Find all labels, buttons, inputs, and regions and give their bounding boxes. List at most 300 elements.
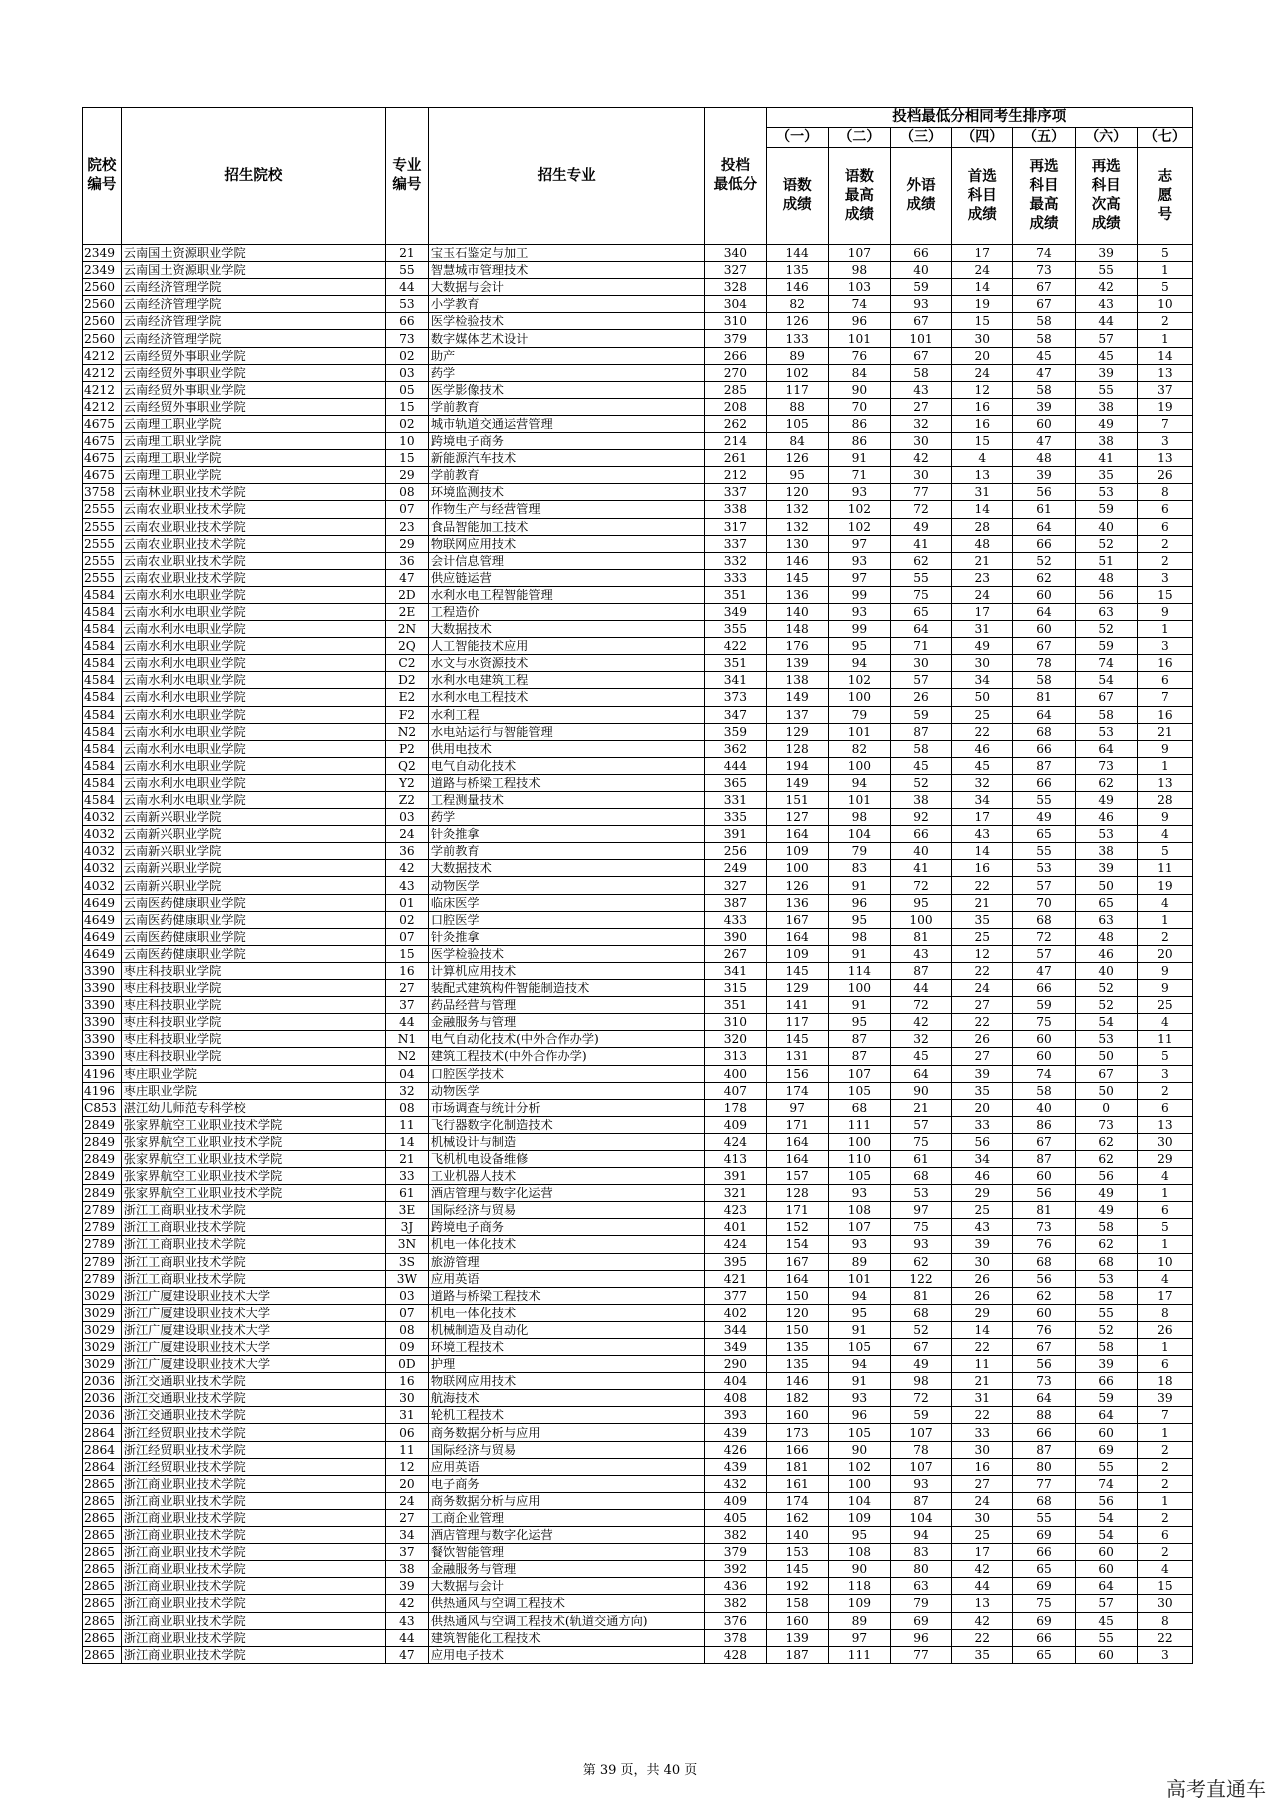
school-code-cell: 4675 — [83, 450, 122, 467]
table-row — [83, 706, 1193, 723]
school-name-cell: 云南医药健康职业学院 — [121, 928, 385, 945]
major-code-cell: 05 — [386, 381, 429, 398]
table-row — [83, 347, 1193, 364]
table-row — [83, 1270, 1193, 1287]
elective-max-score-cell: 58 — [1013, 672, 1075, 689]
chinese-math-score-cell: 176 — [766, 638, 828, 655]
elective-max-score-cell: 56 — [1013, 1356, 1075, 1373]
major-name-cell: 飞机机电设备维修 — [428, 1150, 704, 1167]
foreign-language-score-cell: 87 — [890, 962, 951, 979]
table-row — [83, 1304, 1193, 1321]
min-score-cell: 421 — [705, 1270, 766, 1287]
foreign-language-score-cell: 72 — [890, 501, 951, 518]
chinese-math-score-cell: 150 — [766, 1321, 828, 1338]
elective-max-score-cell: 86 — [1013, 1116, 1075, 1133]
elective-max-score-cell: 81 — [1013, 689, 1075, 706]
first-subject-score-cell: 34 — [952, 672, 1013, 689]
first-subject-score-cell: 33 — [952, 1424, 1013, 1441]
school-code-cell: 3390 — [83, 1014, 122, 1031]
major-code-cell: 02 — [386, 911, 429, 928]
chinese-math-score-cell: 151 — [766, 792, 828, 809]
school-name-cell: 云南经贸外事职业学院 — [121, 364, 385, 381]
school-code-cell: 4212 — [83, 347, 122, 364]
school-name-cell: 张家界航空工业职业技术学院 — [121, 1168, 385, 1185]
min-score-cell: 212 — [705, 467, 766, 484]
foreign-language-score-cell: 96 — [890, 1629, 951, 1646]
school-code-cell: 3390 — [83, 962, 122, 979]
elective-second-score-cell: 53 — [1075, 1270, 1137, 1287]
school-name-cell: 云南经济管理学院 — [121, 330, 385, 347]
foreign-language-score-cell: 41 — [890, 860, 951, 877]
elective-max-score-cell: 78 — [1013, 655, 1075, 672]
foreign-language-score-cell: 30 — [890, 433, 951, 450]
school-name-cell: 枣庄科技职业学院 — [121, 997, 385, 1014]
school-code-cell: 2036 — [83, 1407, 122, 1424]
major-code-cell: 47 — [386, 569, 429, 586]
first-subject-score-cell: 45 — [952, 757, 1013, 774]
foreign-language-score-cell: 58 — [890, 364, 951, 381]
chinese-math-score-cell: 164 — [766, 1133, 828, 1150]
preference-number-cell: 9 — [1137, 809, 1192, 826]
watermark: 高考直通车 — [1166, 1777, 1266, 1801]
chinese-math-score-cell: 164 — [766, 928, 828, 945]
major-code-cell: E2 — [386, 689, 429, 706]
min-score-cell: 313 — [705, 1048, 766, 1065]
first-subject-score-cell: 31 — [952, 484, 1013, 501]
chinese-math-score-cell: 136 — [766, 894, 828, 911]
table-row — [83, 792, 1193, 809]
chinese-math-score-cell: 117 — [766, 1014, 828, 1031]
chinese-math-max-cell: 100 — [828, 1133, 890, 1150]
foreign-language-score-cell: 65 — [890, 603, 951, 620]
elective-second-score-cell: 38 — [1075, 398, 1137, 415]
first-subject-score-cell: 25 — [952, 928, 1013, 945]
major-code-cell: 37 — [386, 1544, 429, 1561]
min-score-cell: 262 — [705, 415, 766, 432]
min-score-cell: 392 — [705, 1561, 766, 1578]
elective-max-score-cell: 60 — [1013, 415, 1075, 432]
first-subject-score-cell: 22 — [952, 1339, 1013, 1356]
elective-max-score-cell: 87 — [1013, 1150, 1075, 1167]
chinese-math-max-cell: 102 — [828, 501, 890, 518]
foreign-language-score-cell: 61 — [890, 1150, 951, 1167]
school-name-cell: 浙江商业职业技术学院 — [121, 1475, 385, 1492]
major-code-cell: 33 — [386, 1168, 429, 1185]
major-name-cell: 应用电子技术 — [428, 1646, 704, 1663]
chinese-math-score-cell: 171 — [766, 1116, 828, 1133]
school-code-cell: 2560 — [83, 330, 122, 347]
chinese-math-max-cell: 93 — [828, 1390, 890, 1407]
table-row — [83, 672, 1193, 689]
foreign-language-score-cell: 27 — [890, 398, 951, 415]
preference-number-cell: 13 — [1137, 774, 1192, 791]
major-code-cell: 09 — [386, 1339, 429, 1356]
preference-number-cell: 22 — [1137, 1629, 1192, 1646]
preference-number-cell: 16 — [1137, 655, 1192, 672]
preference-number-cell: 9 — [1137, 962, 1192, 979]
major-code-cell: 06 — [386, 1424, 429, 1441]
school-name-cell: 云南经济管理学院 — [121, 296, 385, 313]
chinese-math-score-cell: 171 — [766, 1202, 828, 1219]
table-row — [83, 997, 1193, 1014]
major-name-cell: 电气自动化技术(中外合作办学) — [428, 1031, 704, 1048]
foreign-language-score-cell: 59 — [890, 279, 951, 296]
min-score-cell: 393 — [705, 1407, 766, 1424]
major-code-cell: 07 — [386, 928, 429, 945]
chinese-math-max-cell: 94 — [828, 774, 890, 791]
preference-number-cell: 3 — [1137, 433, 1192, 450]
first-subject-score-cell: 16 — [952, 398, 1013, 415]
school-name-cell: 浙江商业职业技术学院 — [121, 1612, 385, 1629]
chinese-math-max-cell: 105 — [828, 1339, 890, 1356]
school-name-cell: 浙江商业职业技术学院 — [121, 1527, 385, 1544]
chinese-math-score-cell: 153 — [766, 1544, 828, 1561]
elective-max-score-cell: 47 — [1013, 433, 1075, 450]
chinese-math-max-cell: 101 — [828, 723, 890, 740]
chinese-math-max-cell: 108 — [828, 1544, 890, 1561]
major-name-cell: 水利水电建筑工程 — [428, 672, 704, 689]
major-name-cell: 电子商务 — [428, 1475, 704, 1492]
first-subject-score-cell: 22 — [952, 1014, 1013, 1031]
table-row — [83, 1407, 1193, 1424]
foreign-language-score-cell: 90 — [890, 1082, 951, 1099]
major-name-cell: 应用英语 — [428, 1458, 704, 1475]
school-code-cell: 2865 — [83, 1612, 122, 1629]
first-subject-score-cell: 14 — [952, 1321, 1013, 1338]
preference-number-cell: 30 — [1137, 1595, 1192, 1612]
chinese-math-max-cell: 100 — [828, 1475, 890, 1492]
elective-max-score-cell: 67 — [1013, 296, 1075, 313]
major-name-cell: 临床医学 — [428, 894, 704, 911]
major-name-cell: 餐饮智能管理 — [428, 1544, 704, 1561]
elective-max-score-cell: 56 — [1013, 1270, 1075, 1287]
min-score-cell: 341 — [705, 672, 766, 689]
first-subject-score-cell: 21 — [952, 894, 1013, 911]
first-subject-score-cell: 43 — [952, 826, 1013, 843]
elective-max-score-cell: 68 — [1013, 723, 1075, 740]
elective-second-score-cell: 46 — [1075, 945, 1137, 962]
chinese-math-score-cell: 100 — [766, 860, 828, 877]
major-name-cell: 旅游管理 — [428, 1253, 704, 1270]
col-major-code: 专业 编号 — [386, 108, 429, 245]
sort-item-label: 再选 科目 次高 成绩 — [1075, 148, 1137, 245]
preference-number-cell: 4 — [1137, 1014, 1192, 1031]
elective-second-score-cell: 56 — [1075, 586, 1137, 603]
preference-number-cell: 21 — [1137, 723, 1192, 740]
elective-second-score-cell: 66 — [1075, 1373, 1137, 1390]
elective-max-score-cell: 62 — [1013, 569, 1075, 586]
chinese-math-score-cell: 145 — [766, 569, 828, 586]
major-code-cell: 27 — [386, 980, 429, 997]
min-score-cell: 365 — [705, 774, 766, 791]
preference-number-cell: 15 — [1137, 1578, 1192, 1595]
elective-second-score-cell: 64 — [1075, 740, 1137, 757]
preference-number-cell: 6 — [1137, 1356, 1192, 1373]
school-name-cell: 浙江商业职业技术学院 — [121, 1509, 385, 1526]
admission-score-table — [82, 107, 1193, 1664]
preference-number-cell: 1 — [1137, 911, 1192, 928]
school-name-cell: 云南新兴职业学院 — [121, 809, 385, 826]
first-subject-score-cell: 4 — [952, 450, 1013, 467]
table-row — [83, 262, 1193, 279]
elective-second-score-cell: 53 — [1075, 1031, 1137, 1048]
chinese-math-score-cell: 132 — [766, 501, 828, 518]
sort-item-label: 语数 最高 成绩 — [828, 148, 890, 245]
school-code-cell: 2555 — [83, 501, 122, 518]
elective-second-score-cell: 69 — [1075, 1441, 1137, 1458]
school-code-cell: 2865 — [83, 1578, 122, 1595]
chinese-math-max-cell: 94 — [828, 655, 890, 672]
school-code-cell: 4584 — [83, 689, 122, 706]
elective-max-score-cell: 64 — [1013, 603, 1075, 620]
major-code-cell: 42 — [386, 1595, 429, 1612]
chinese-math-score-cell: 127 — [766, 809, 828, 826]
major-name-cell: 装配式建筑构件智能制造技术 — [428, 980, 704, 997]
major-name-cell: 酒店管理与数字化运营 — [428, 1185, 704, 1202]
min-score-cell: 373 — [705, 689, 766, 706]
first-subject-score-cell: 30 — [952, 1253, 1013, 1270]
school-name-cell: 枣庄科技职业学院 — [121, 962, 385, 979]
major-name-cell: 跨境电子商务 — [428, 1219, 704, 1236]
elective-second-score-cell: 42 — [1075, 279, 1137, 296]
school-code-cell: 4584 — [83, 672, 122, 689]
major-name-cell: 供用电技术 — [428, 740, 704, 757]
table-row — [83, 364, 1193, 381]
min-score-cell: 347 — [705, 706, 766, 723]
sort-item-number: （六） — [1075, 128, 1137, 148]
elective-second-score-cell: 58 — [1075, 706, 1137, 723]
min-score-cell: 344 — [705, 1321, 766, 1338]
table-row — [83, 894, 1193, 911]
chinese-math-score-cell: 135 — [766, 1356, 828, 1373]
chinese-math-max-cell: 87 — [828, 1031, 890, 1048]
chinese-math-score-cell: 141 — [766, 997, 828, 1014]
foreign-language-score-cell: 101 — [890, 330, 951, 347]
chinese-math-max-cell: 95 — [828, 638, 890, 655]
school-code-cell: 4032 — [83, 860, 122, 877]
elective-max-score-cell: 74 — [1013, 245, 1075, 262]
table-row — [83, 535, 1193, 552]
school-name-cell: 湛江幼儿师范专科学校 — [121, 1099, 385, 1116]
preference-number-cell: 5 — [1137, 1048, 1192, 1065]
chinese-math-max-cell: 118 — [828, 1578, 890, 1595]
chinese-math-score-cell: 164 — [766, 1270, 828, 1287]
major-name-cell: 商务数据分析与应用 — [428, 1492, 704, 1509]
foreign-language-score-cell: 72 — [890, 997, 951, 1014]
preference-number-cell: 6 — [1137, 672, 1192, 689]
school-code-cell: 4032 — [83, 809, 122, 826]
elective-max-score-cell: 68 — [1013, 1253, 1075, 1270]
major-code-cell: 08 — [386, 484, 429, 501]
foreign-language-score-cell: 32 — [890, 415, 951, 432]
major-code-cell: 02 — [386, 347, 429, 364]
school-name-cell: 枣庄职业学院 — [121, 1082, 385, 1099]
chinese-math-max-cell: 90 — [828, 381, 890, 398]
major-name-cell: 城市轨道交通运营管理 — [428, 415, 704, 432]
elective-max-score-cell: 45 — [1013, 347, 1075, 364]
min-score-cell: 387 — [705, 894, 766, 911]
first-subject-score-cell: 16 — [952, 1458, 1013, 1475]
school-code-cell: 2865 — [83, 1475, 122, 1492]
school-code-cell: 2789 — [83, 1219, 122, 1236]
foreign-language-score-cell: 43 — [890, 381, 951, 398]
school-code-cell: 2349 — [83, 245, 122, 262]
table-row — [83, 1492, 1193, 1509]
major-name-cell: 大数据与会计 — [428, 279, 704, 296]
first-subject-score-cell: 33 — [952, 1116, 1013, 1133]
school-name-cell: 云南经贸外事职业学院 — [121, 347, 385, 364]
min-score-cell: 351 — [705, 655, 766, 672]
preference-number-cell: 28 — [1137, 792, 1192, 809]
elective-second-score-cell: 62 — [1075, 1150, 1137, 1167]
major-code-cell: 11 — [386, 1441, 429, 1458]
chinese-math-max-cell: 98 — [828, 262, 890, 279]
min-score-cell: 338 — [705, 501, 766, 518]
preference-number-cell: 7 — [1137, 415, 1192, 432]
first-subject-score-cell: 35 — [952, 911, 1013, 928]
school-name-cell: 浙江商业职业技术学院 — [121, 1561, 385, 1578]
preference-number-cell: 5 — [1137, 245, 1192, 262]
chinese-math-score-cell: 102 — [766, 364, 828, 381]
chinese-math-score-cell: 126 — [766, 450, 828, 467]
first-subject-score-cell: 20 — [952, 347, 1013, 364]
chinese-math-score-cell: 140 — [766, 1527, 828, 1544]
school-code-cell: 4649 — [83, 928, 122, 945]
foreign-language-score-cell: 62 — [890, 1253, 951, 1270]
preference-number-cell: 9 — [1137, 980, 1192, 997]
foreign-language-score-cell: 69 — [890, 1612, 951, 1629]
elective-max-score-cell: 57 — [1013, 945, 1075, 962]
school-name-cell: 枣庄科技职业学院 — [121, 980, 385, 997]
chinese-math-max-cell: 70 — [828, 398, 890, 415]
major-code-cell: 16 — [386, 1373, 429, 1390]
chinese-math-max-cell: 90 — [828, 1561, 890, 1578]
chinese-math-max-cell: 93 — [828, 1236, 890, 1253]
first-subject-score-cell: 22 — [952, 877, 1013, 894]
preference-number-cell: 4 — [1137, 1561, 1192, 1578]
foreign-language-score-cell: 97 — [890, 1202, 951, 1219]
first-subject-score-cell: 30 — [952, 330, 1013, 347]
major-code-cell: 34 — [386, 1527, 429, 1544]
chinese-math-score-cell: 160 — [766, 1407, 828, 1424]
foreign-language-score-cell: 64 — [890, 1065, 951, 1082]
preference-number-cell: 26 — [1137, 467, 1192, 484]
min-score-cell: 332 — [705, 552, 766, 569]
first-subject-score-cell: 17 — [952, 1544, 1013, 1561]
first-subject-score-cell: 44 — [952, 1578, 1013, 1595]
major-code-cell: 21 — [386, 245, 429, 262]
preference-number-cell: 39 — [1137, 1390, 1192, 1407]
major-name-cell: 医学影像技术 — [428, 381, 704, 398]
major-name-cell: 市场调查与统计分析 — [428, 1099, 704, 1116]
chinese-math-max-cell: 74 — [828, 296, 890, 313]
min-score-cell: 424 — [705, 1236, 766, 1253]
first-subject-score-cell: 46 — [952, 1168, 1013, 1185]
elective-max-score-cell: 49 — [1013, 809, 1075, 826]
chinese-math-max-cell: 103 — [828, 279, 890, 296]
school-name-cell: 云南水利水电职业学院 — [121, 723, 385, 740]
first-subject-score-cell: 22 — [952, 723, 1013, 740]
sort-item-label: 外语 成绩 — [890, 148, 951, 245]
table-row — [83, 809, 1193, 826]
elective-second-score-cell: 52 — [1075, 980, 1137, 997]
major-name-cell: 飞行器数字化制造技术 — [428, 1116, 704, 1133]
elective-second-score-cell: 64 — [1075, 1578, 1137, 1595]
first-subject-score-cell: 17 — [952, 603, 1013, 620]
major-code-cell: 20 — [386, 1475, 429, 1492]
first-subject-score-cell: 30 — [952, 1441, 1013, 1458]
elective-second-score-cell: 74 — [1075, 655, 1137, 672]
foreign-language-score-cell: 83 — [890, 1544, 951, 1561]
table-row — [83, 1578, 1193, 1595]
chinese-math-max-cell: 93 — [828, 552, 890, 569]
chinese-math-score-cell: 139 — [766, 1629, 828, 1646]
school-name-cell: 云南医药健康职业学院 — [121, 911, 385, 928]
sort-item-label: 语数 成绩 — [766, 148, 828, 245]
chinese-math-score-cell: 97 — [766, 1099, 828, 1116]
foreign-language-score-cell: 59 — [890, 1407, 951, 1424]
chinese-math-max-cell: 91 — [828, 877, 890, 894]
elective-second-score-cell: 53 — [1075, 723, 1137, 740]
chinese-math-score-cell: 137 — [766, 706, 828, 723]
elective-second-score-cell: 73 — [1075, 757, 1137, 774]
min-score-cell: 362 — [705, 740, 766, 757]
school-code-cell: 4675 — [83, 467, 122, 484]
chinese-math-score-cell: 158 — [766, 1595, 828, 1612]
first-subject-score-cell: 48 — [952, 535, 1013, 552]
first-subject-score-cell: 56 — [952, 1133, 1013, 1150]
min-score-cell: 390 — [705, 928, 766, 945]
chinese-math-max-cell: 82 — [828, 740, 890, 757]
major-code-cell: N2 — [386, 1048, 429, 1065]
elective-second-score-cell: 49 — [1075, 792, 1137, 809]
school-code-cell: 3029 — [83, 1304, 122, 1321]
min-score-cell: 423 — [705, 1202, 766, 1219]
preference-number-cell: 14 — [1137, 347, 1192, 364]
elective-max-score-cell: 67 — [1013, 638, 1075, 655]
major-code-cell: 24 — [386, 826, 429, 843]
chinese-math-score-cell: 135 — [766, 262, 828, 279]
table-row — [83, 1339, 1193, 1356]
foreign-language-score-cell: 68 — [890, 1304, 951, 1321]
first-subject-score-cell: 15 — [952, 313, 1013, 330]
elective-max-score-cell: 66 — [1013, 1544, 1075, 1561]
major-code-cell: 3N — [386, 1236, 429, 1253]
major-name-cell: 水利工程 — [428, 706, 704, 723]
table-row — [83, 1014, 1193, 1031]
major-name-cell: 物联网应用技术 — [428, 1373, 704, 1390]
first-subject-score-cell: 24 — [952, 1492, 1013, 1509]
school-name-cell: 枣庄科技职业学院 — [121, 1031, 385, 1048]
elective-max-score-cell: 58 — [1013, 381, 1075, 398]
school-code-cell: 3390 — [83, 997, 122, 1014]
school-code-cell: 4032 — [83, 843, 122, 860]
major-name-cell: 针灸推拿 — [428, 826, 704, 843]
elective-second-score-cell: 54 — [1075, 1527, 1137, 1544]
major-code-cell: 07 — [386, 1304, 429, 1321]
elective-max-score-cell: 77 — [1013, 1475, 1075, 1492]
school-name-cell: 浙江商业职业技术学院 — [121, 1544, 385, 1561]
major-name-cell: 酒店管理与数字化运营 — [428, 1527, 704, 1544]
chinese-math-max-cell: 95 — [828, 1014, 890, 1031]
foreign-language-score-cell: 30 — [890, 655, 951, 672]
major-name-cell: 供热通风与空调工程技术(轨道交通方向) — [428, 1612, 704, 1629]
chinese-math-max-cell: 108 — [828, 1202, 890, 1219]
min-score-cell: 178 — [705, 1099, 766, 1116]
elective-second-score-cell: 43 — [1075, 296, 1137, 313]
elective-max-score-cell: 39 — [1013, 398, 1075, 415]
school-name-cell: 浙江交通职业技术学院 — [121, 1373, 385, 1390]
